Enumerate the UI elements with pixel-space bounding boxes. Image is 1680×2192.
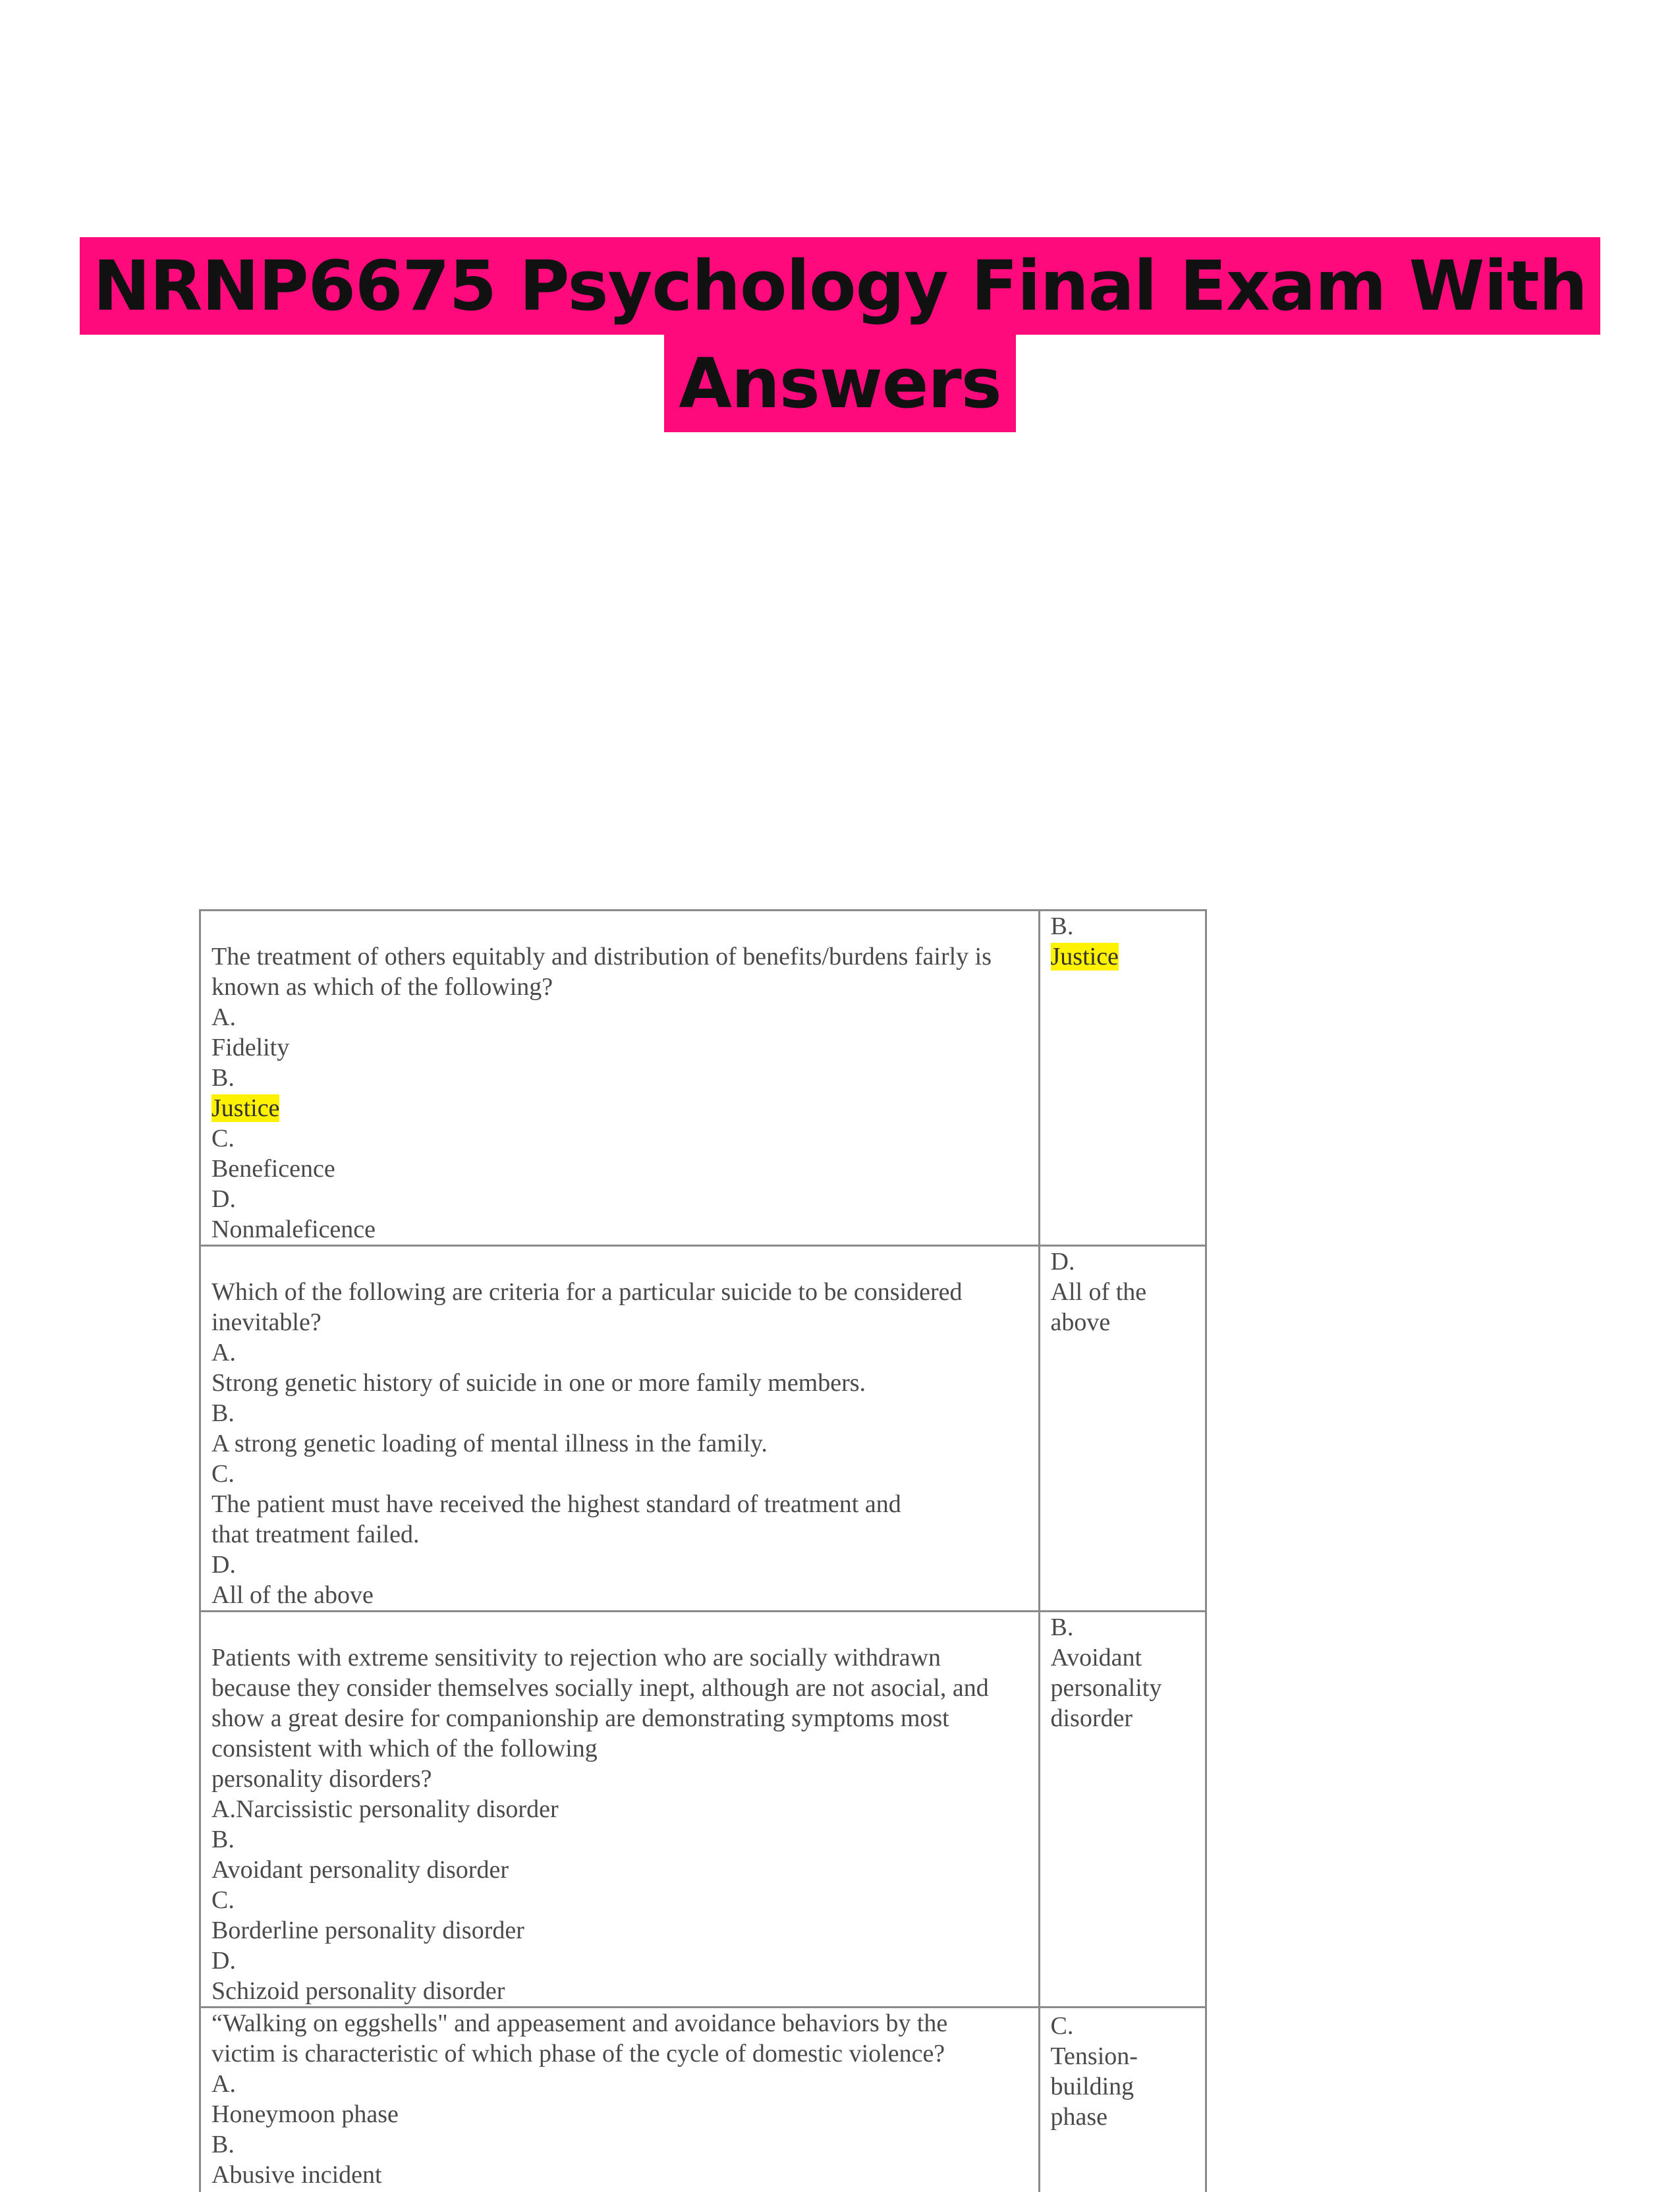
answer-text: personality: [1050, 1674, 1162, 1702]
option-text: Honeymoon phase: [211, 2100, 399, 2128]
question-cell: [200, 1246, 1040, 1612]
question-stem-line: because they consider themselves socially inept, although are not asocial, and: [211, 1674, 989, 1702]
question-row: [200, 1612, 1206, 2008]
document-title: [0, 237, 1680, 432]
answer-cell: [1039, 1246, 1206, 1612]
answer-cell: [1039, 911, 1206, 1246]
question-stem-line: The treatment of others equitably and distribution of benefits/burdens fairly is: [211, 943, 992, 970]
question-stem-line: personality disorders?: [211, 1765, 432, 1793]
option-text: Nonmaleficence: [211, 1216, 376, 1243]
question-cell: [200, 911, 1040, 1246]
question-row: [200, 2008, 1206, 2192]
answer-letter: B.: [1050, 1614, 1074, 1641]
option-letter: B.: [211, 1826, 235, 1853]
option-letter: B.: [211, 1399, 235, 1427]
option-text: Schizoid personality disorder: [211, 1977, 505, 2005]
answer-cell: [1039, 1612, 1206, 2008]
answer-text: Tension-: [1050, 2042, 1138, 2070]
question-cell: [200, 2008, 1040, 2192]
option-text: Fidelity: [211, 1034, 290, 1061]
option-letter: C.: [211, 1886, 235, 1914]
answer-text: disorder: [1050, 1704, 1133, 1732]
answer-text: phase: [1050, 2103, 1108, 2131]
question-table: [199, 909, 1207, 2192]
answer-cell: [1039, 2008, 1206, 2192]
option-letter: D.: [211, 1185, 236, 1213]
answer-text: Avoidant: [1050, 1644, 1142, 1672]
answer-letter: C.: [1050, 2012, 1074, 2040]
option-letter: A.: [211, 2070, 236, 2098]
question-stem-line: Patients with extreme sensitivity to rejection who are socially withdrawn: [211, 1644, 941, 1672]
option-text-highlighted: Justice: [211, 1094, 280, 1122]
option-text: All of the above: [211, 1581, 374, 1609]
answer-text: above: [1050, 1308, 1111, 1336]
option-letter: B.: [211, 2131, 235, 2158]
answer-text: building: [1050, 2073, 1134, 2100]
option-letter: C.: [211, 1125, 235, 1152]
title-line-2: Answers: [664, 335, 1015, 432]
option-letter: D.: [211, 1551, 236, 1579]
option-letter: D.: [211, 1947, 236, 1975]
question-stem-line: consistent with which of the following: [211, 1735, 598, 1762]
option-text: The patient must have received the highest standard of treatment and: [211, 1490, 901, 1518]
answer-text: All of the: [1050, 1278, 1147, 1306]
option-text: Avoidant personality disorder: [211, 1856, 509, 1884]
question-row: [200, 911, 1206, 1246]
answer-text-highlighted: Justice: [1050, 943, 1119, 970]
question-stem-line: known as which of the following?: [211, 973, 553, 1001]
title-line-1: NRNP6675 Psychology Final Exam With: [80, 237, 1600, 335]
option-letter: A.: [211, 1339, 236, 1366]
option-letter: C.: [211, 1460, 235, 1488]
answer-letter: D.: [1050, 1248, 1075, 1276]
option-text: Abusive incident: [211, 2161, 382, 2189]
option-letter: A.: [211, 1003, 236, 1031]
option-text: Narcissistic personality disorder: [235, 1795, 559, 1823]
option-letter: B.: [211, 1064, 235, 1092]
question-stem-line: show a great desire for companionship are demonstrating symptoms most: [211, 1704, 949, 1732]
question-stem-line: inevitable?: [211, 1308, 322, 1336]
option-text: Beneficence: [211, 1155, 335, 1183]
option-text: Strong genetic history of suicide in one or more family members.: [211, 1369, 866, 1397]
option-text: A strong genetic loading of mental illness in the family.: [211, 1430, 768, 1457]
question-stem-line: Which of the following are criteria for a particular suicide to be considered: [211, 1278, 963, 1306]
question-cell: [200, 1612, 1040, 2008]
option-text: Borderline personality disorder: [211, 1917, 524, 1944]
question-row: [200, 1246, 1206, 1612]
question-stem-line: victim is characteristic of which phase of the cycle of domestic violence?: [211, 2040, 945, 2067]
option-letter: A.: [211, 1795, 236, 1823]
answer-letter: B.: [1050, 913, 1074, 940]
option-text: that treatment failed.: [211, 1521, 420, 1548]
question-stem-line: “Walking on eggshells" and appeasement and avoidance behaviors by the: [211, 2009, 948, 2037]
